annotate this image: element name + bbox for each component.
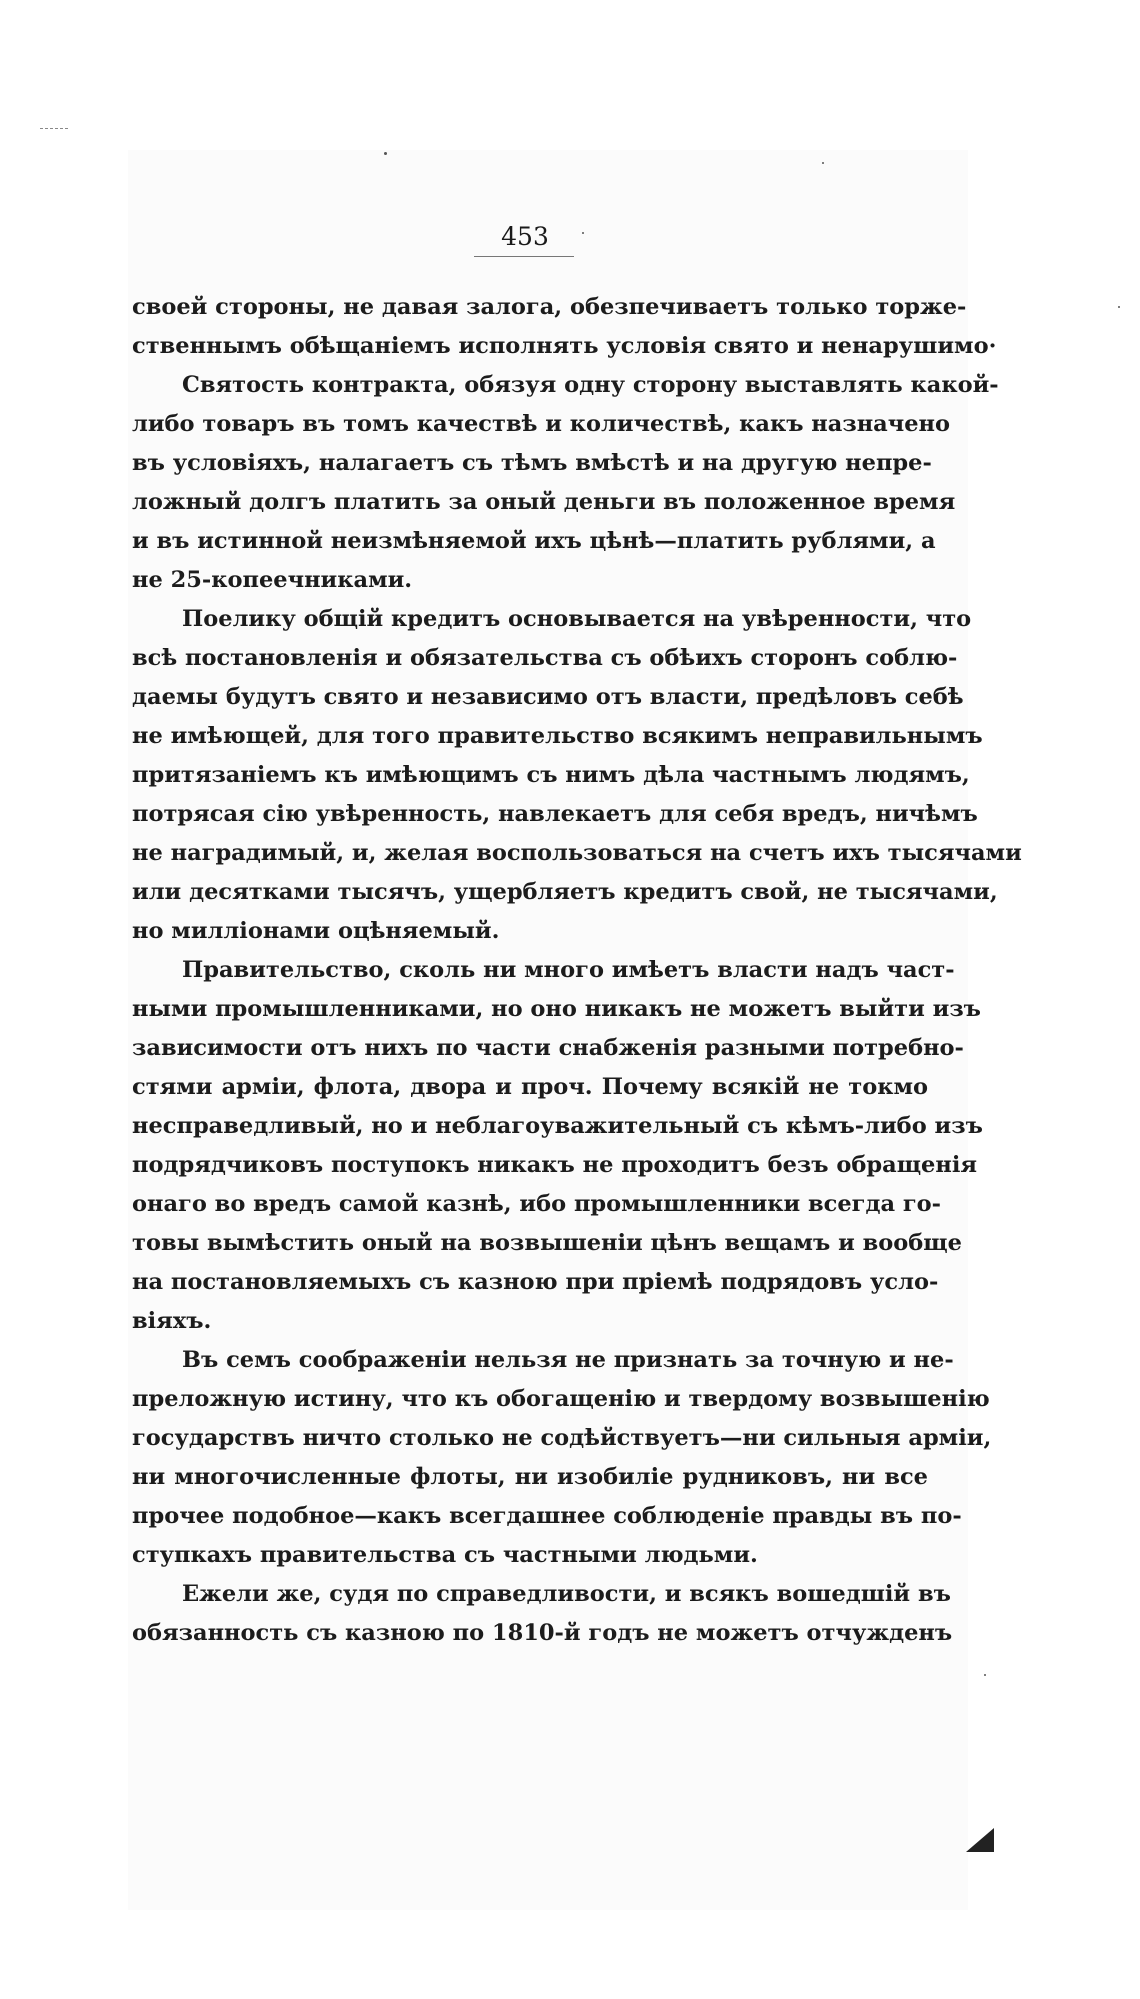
corner-mark <box>966 1828 994 1852</box>
ink-speck <box>384 152 387 155</box>
text-line: несправедливый, но и неблагоуважительный съ кѣмъ-либо изъ <box>132 1113 983 1139</box>
text-line: Поелику общій кредитъ основывается на увѣренности, что <box>182 606 972 632</box>
text-line: ни многочисленные флоты, ни изобиліе рудниковъ, ни все <box>132 1464 928 1490</box>
text-line: въ условіяхъ, налагаетъ съ тѣмъ вмѣстѣ и на другую непре- <box>132 450 932 476</box>
paragraph-0 <box>132 288 997 366</box>
text-line: но милліонами оцѣняемый. <box>132 918 500 944</box>
ink-speck <box>582 232 584 234</box>
text-line: преложную истину, что къ обогащенію и твердому возвышенію <box>132 1386 990 1412</box>
text-line: Святость контракта, обязуя одну сторону выставлять какой- <box>182 372 999 398</box>
text-line: и въ истинной неизмѣняемой ихъ цѣнѣ—платить рублями, а <box>132 528 936 554</box>
text-line: Ежели же, судя по справедливости, и всякъ вошедшій въ <box>182 1581 951 1607</box>
text-line: віяхъ. <box>132 1308 212 1334</box>
text-line: прочее подобное—какъ всегдашнее соблюденіе правды въ по- <box>132 1503 962 1529</box>
paragraph-3 <box>132 951 983 1341</box>
text-line: зависимости отъ нихъ по части снабженія разными потребно- <box>132 1035 964 1061</box>
text-line: на постановляемыхъ съ казною при пріемѣ подрядовъ усло- <box>132 1269 939 1295</box>
text-line: обязанность съ казною по 1810-й годъ не можетъ отчужденъ <box>132 1620 953 1646</box>
page-number-rule <box>474 256 574 257</box>
paragraph-4 <box>132 1341 992 1575</box>
text-line: всѣ постановленія и обязательства съ обѣихъ сторонъ соблю- <box>132 645 958 671</box>
text-line: подрядчиковъ поступокъ никакъ не проходитъ безъ обращенія <box>132 1152 977 1178</box>
paragraph-5 <box>132 1575 953 1653</box>
text-line: потрясая сію увѣренность, навлекаетъ для себя вредъ, ничѣмъ <box>132 801 978 827</box>
text-line: ственнымъ обѣщаніемъ исполнять условія свято и ненарушимо· <box>132 333 997 359</box>
ink-speck <box>984 1674 986 1676</box>
text-line: ступкахъ правительства съ частными людьми. <box>132 1542 758 1568</box>
ink-speck <box>822 162 824 164</box>
body-text <box>132 288 1022 1653</box>
text-line: ложный долгъ платить за оный деньги въ положенное время <box>132 489 956 515</box>
text-line: онаго во вредъ самой казнѣ, ибо промышленники всегда го- <box>132 1191 942 1217</box>
text-line: притязаніемъ къ имѣющимъ съ нимъ дѣла частнымъ людямъ, <box>132 762 970 788</box>
text-line: товы вымѣстить оный на возвышеніи цѣнъ вещамъ и вообще <box>132 1230 962 1256</box>
edge-mark <box>40 128 68 129</box>
text-line: не имѣющей, для того правительство всякимъ неправильнымъ <box>132 723 983 749</box>
text-line: не 25-копеечниками. <box>132 567 413 593</box>
ink-speck <box>1118 306 1120 308</box>
paragraph-1 <box>132 366 999 600</box>
text-line: своей стороны, не давая залога, обезпечиваетъ только торже- <box>132 294 967 320</box>
text-line: Правительство, сколь ни много имѣетъ власти надъ част- <box>182 957 955 983</box>
text-line: даемы будутъ свято и независимо отъ власти, предѣловъ себѣ <box>132 684 964 710</box>
text-line: Въ семъ соображеніи нельзя не признать за точную и не- <box>182 1347 954 1373</box>
text-line: не наградимый, и, желая воспользоваться на счетъ ихъ тысячами <box>132 840 1022 866</box>
paragraph-2 <box>132 600 1022 951</box>
text-line: ными промышленниками, но оно никакъ не можетъ выйти изъ <box>132 996 981 1022</box>
text-line: государствъ ничто столько не содѣйствуетъ—ни сильныя арміи, <box>132 1425 992 1451</box>
text-line: стями арміи, флота, двора и проч. Почему всякій не токмо <box>132 1074 928 1100</box>
text-line: или десятками тысячъ, ущербляетъ кредитъ свой, не тысячами, <box>132 879 998 905</box>
text-line: либо товаръ въ томъ качествѣ и количествѣ, какъ назначено <box>132 411 950 437</box>
page-number: 453 <box>501 222 549 251</box>
